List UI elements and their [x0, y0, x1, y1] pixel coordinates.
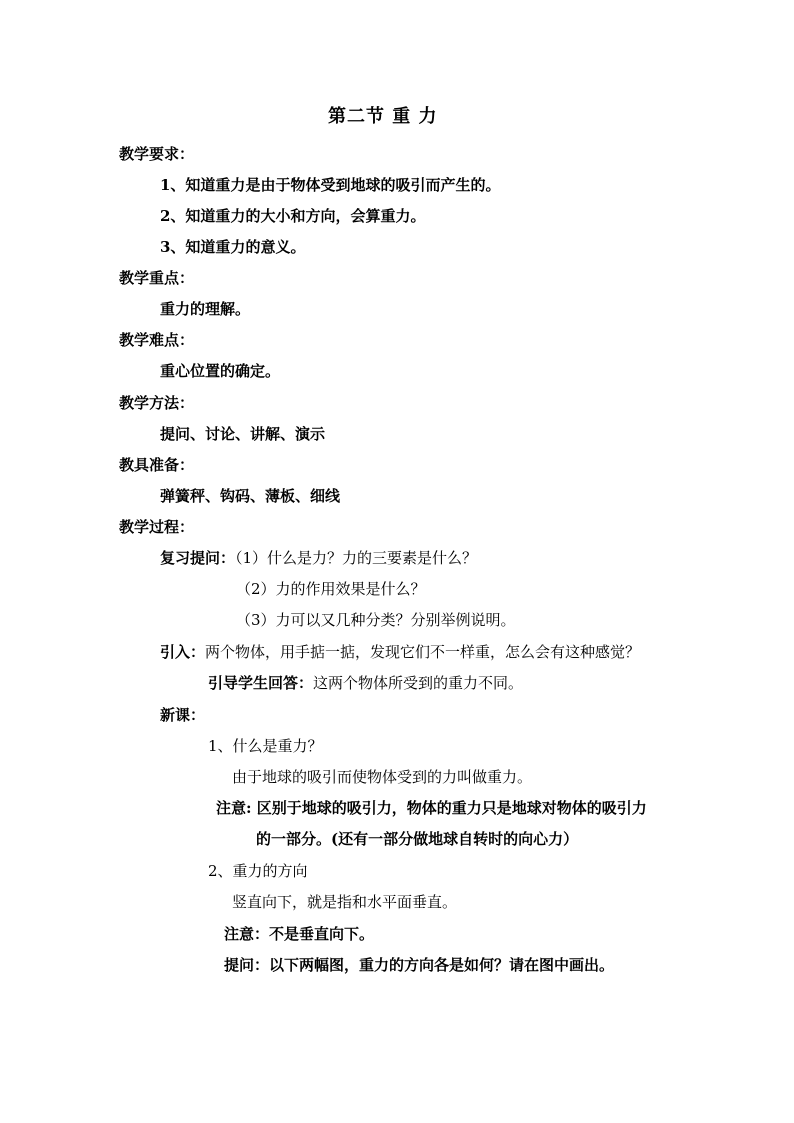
process-heading: 教学过程： — [119, 518, 195, 536]
section-1-note-continued: 的一部分。(还有一部分做地球自转时的向心力） — [256, 830, 579, 848]
methods-text: 提问、讨论、讲解、演示 — [160, 425, 326, 443]
guide-line — [208, 673, 523, 693]
methods-heading: 教学方法： — [119, 394, 195, 412]
requirement-item: 2、知道重力的大小和方向，会算重力。 — [160, 207, 426, 225]
intro-line — [160, 642, 640, 662]
section-1-definition: 由于地球的吸引而使物体受到的力叫做重力。 — [232, 768, 533, 786]
requirements-heading: 教学要求： — [119, 145, 195, 163]
key-point-heading: 教学重点： — [119, 269, 195, 287]
review-question: （1）什么是力？力的三要素是什么？ — [235, 549, 478, 567]
section-2-note: 注意：不是垂直向下。 — [224, 925, 375, 943]
section-1-title: 1、什么是重力？ — [208, 737, 323, 755]
page-title: 第二节 重 力 — [328, 106, 438, 127]
requirement-item: 1、知道重力是由于物体受到地球的吸引而产生的。 — [160, 176, 501, 194]
tools-heading: 教具准备： — [119, 456, 195, 474]
review-question: （3）力可以又几种分类？分别举例说明。 — [236, 611, 516, 629]
intro-text: 两个物体，用手掂一掂，发现它们不一样重，怎么会有这种感觉？ — [205, 643, 641, 661]
section-2-title: 2、重力的方向 — [208, 862, 308, 880]
requirement-item: 3、知道重力的意义。 — [160, 238, 306, 256]
intro-label: 引入： — [160, 643, 206, 661]
section-2-question: 提问：以下两幅图，重力的方向各是如何？请在图中画出。 — [224, 956, 615, 974]
key-point-text: 重力的理解。 — [160, 300, 251, 318]
tools-text: 弹簧秤、钩码、薄板、细线 — [160, 487, 341, 505]
difficulty-heading: 教学难点： — [119, 331, 195, 349]
new-lesson-heading: 新课： — [160, 706, 206, 724]
guide-text: 这两个物体所受到的重力不同。 — [313, 674, 524, 692]
guide-label: 引导学生回答： — [208, 674, 314, 692]
review-question: （2）力的作用效果是什么？ — [236, 580, 426, 598]
section-2-text: 竖直向下，就是指和水平面垂直。 — [232, 893, 458, 911]
difficulty-text: 重心位置的确定。 — [160, 362, 281, 380]
section-1-note: 注意: 区别于地球的吸引力，物体的重力只是地球对物体的吸引力 — [216, 799, 647, 817]
review-label: 复习提问： — [160, 549, 236, 567]
review-line-1 — [160, 548, 477, 568]
